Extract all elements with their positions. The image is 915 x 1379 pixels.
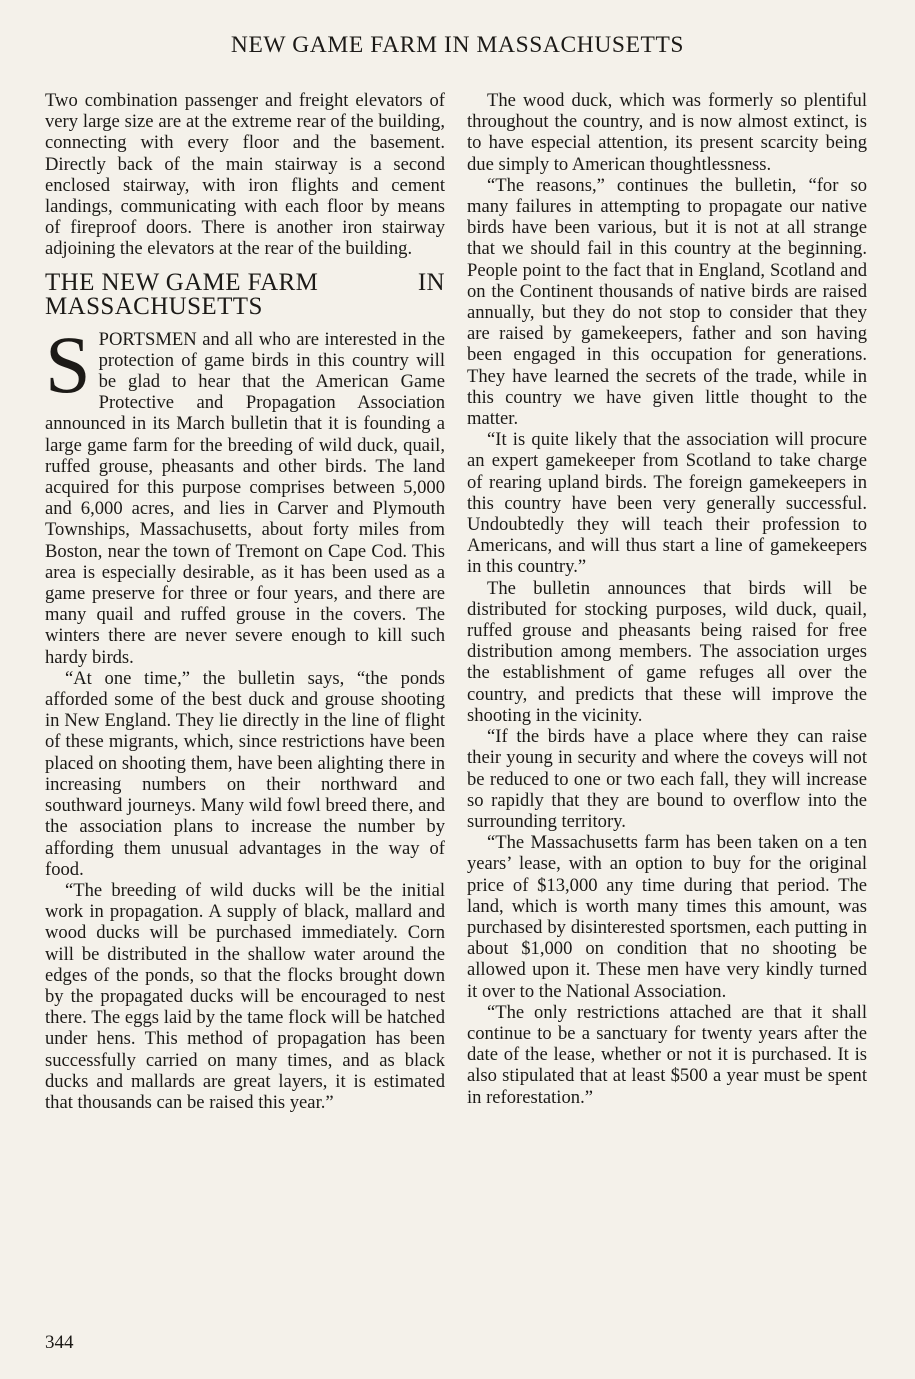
article-title-line-1 [45, 268, 445, 296]
running-header: NEW GAME FARM IN MASSACHUSETTS [230, 32, 685, 58]
article-paragraph-7: The bulletin announces that birds will be distributed for stocking purposes, wild duck, quail, ruffed grouse and pheasants being raised for free distribution among members. The association urges the establishment of game refuges all over the country, and predicts that these will improve the shooting in the vicinity. [467, 577, 867, 726]
article-title-line-1-main: THE NEW GAME FARM [45, 268, 319, 296]
article-title [45, 268, 445, 320]
right-column [467, 90, 867, 1108]
article-paragraph-9: “The Massachusetts farm has been taken on a ten years’ lease, with an option to buy for the original price of $13,000 any time during that period. The land, which is worth many times this amount, was purchased by disinterested sportsmen, each putting in about $1,000 on condition that no shooting be allowed upon it. These men have very kindly turned it over to the National Association. [467, 832, 867, 1002]
article-paragraph-1 [45, 318, 445, 668]
intro-paragraph: Two combination passenger and freight elevators of very large size are at the extreme rear of the building, connecting with every floor and the basement. Directly back of the main stairway is a second enclosed stairway, with iron flights and cement landings, communicating with each floor by means of fireproof doors. There is another iron stairway adjoining the elevators at the rear of the building. [45, 90, 445, 260]
article-paragraph-10: “The only restrictions attached are that it shall continue to be a sanctuary for twenty years after the date of the lease, whether or not it is purchased. It is also stipulated that at least $500 a year must be spent in reforestation.” [467, 1001, 867, 1108]
article-paragraph-3: “The breeding of wild ducks will be the initial work in propagation. A supply of black, mallard and wood ducks will be purchased immediately. Corn will be distributed in the shallow water around the edges of the ponds, so that the flocks brought down by the propagated ducks will be encouraged to nest there. The eggs laid by the tame flock will be hatched under hens. This method of propagation has been successfully carried on many times, and as black ducks and mallards are great layers, it is estimated that thousands can be raised this year.” [45, 879, 445, 1113]
article-title-line-2: MASSACHUSETTS [45, 292, 263, 320]
left-column [45, 90, 445, 1113]
article-title-line-1-end: IN [417, 268, 445, 296]
article-paragraph-5: “The reasons,” continues the bulletin, “for so many failures in attempting to propagate our native birds have been various, but it is not at all strange that we should fail in this country at the beginning. People point to the fact that in England, Scotland and on the Continent thousands of native birds are raised annually, but they do not stop to consider that they are raised by gamekeepers, father and son having been engaged in this occupation for generations. They have learned the secrets of the trade, while in this country we have given little thought to the matter. [467, 174, 867, 430]
paragraph-text: PORTSMEN and all who are interested in the protection of game birds in this country will be glad to hear that the American Game Protective and Propagation Association announced in its March bulletin that it is founding a large game farm for the breeding of wild duck, quail, ruffed grouse, pheasants and other birds. The land acquired for this purpose comprises between 5,000 and 6,000 acres, and lies in Carver and Plymouth Townships, Massachusetts, about forty miles from Boston, near the town of Tremont on Cape Cod. This area is especially desirable, as it has been used as a game preserve for three or four years, and there are many quail and ruffed grouse in the covers. The winters there are never severe enough to kill such hardy birds. [45, 328, 445, 668]
article-paragraph-4: The wood duck, which was formerly so plentiful throughout the country, and is now almost extinct, is to have especial attention, its present scarcity being due simply to American thoughtlessness. [467, 90, 867, 175]
page-number: 344 [45, 1332, 74, 1353]
article-paragraph-2: “At one time,” the bulletin says, “the ponds afforded some of the best duck and grouse shooting in New England. They lie directly in the line of flight of these migrants, which, since restrictions have been placed on shooting them, have been alighting there in increasing numbers on their northward and southward journeys. Many wild fowl breed there, and the association plans to increase the number by affording them unusual advantages in the way of food. [45, 667, 445, 880]
drop-cap: S [45, 318, 91, 410]
article-paragraph-6: “It is quite likely that the association will procure an expert gamekeeper from Scotland to take charge of rearing upland birds. The foreign gamekeepers in this country have been very generally successful. Undoubtedly they will teach their profession to Americans, and will thus start a line of gamekeepers in this country.” [467, 429, 867, 578]
article-paragraph-8: “If the birds have a place where they can raise their young in security and where the coveys will not be reduced to one or two each fall, they will increase so rapidly that they are bound to overflow into the surrounding territory. [467, 726, 867, 832]
